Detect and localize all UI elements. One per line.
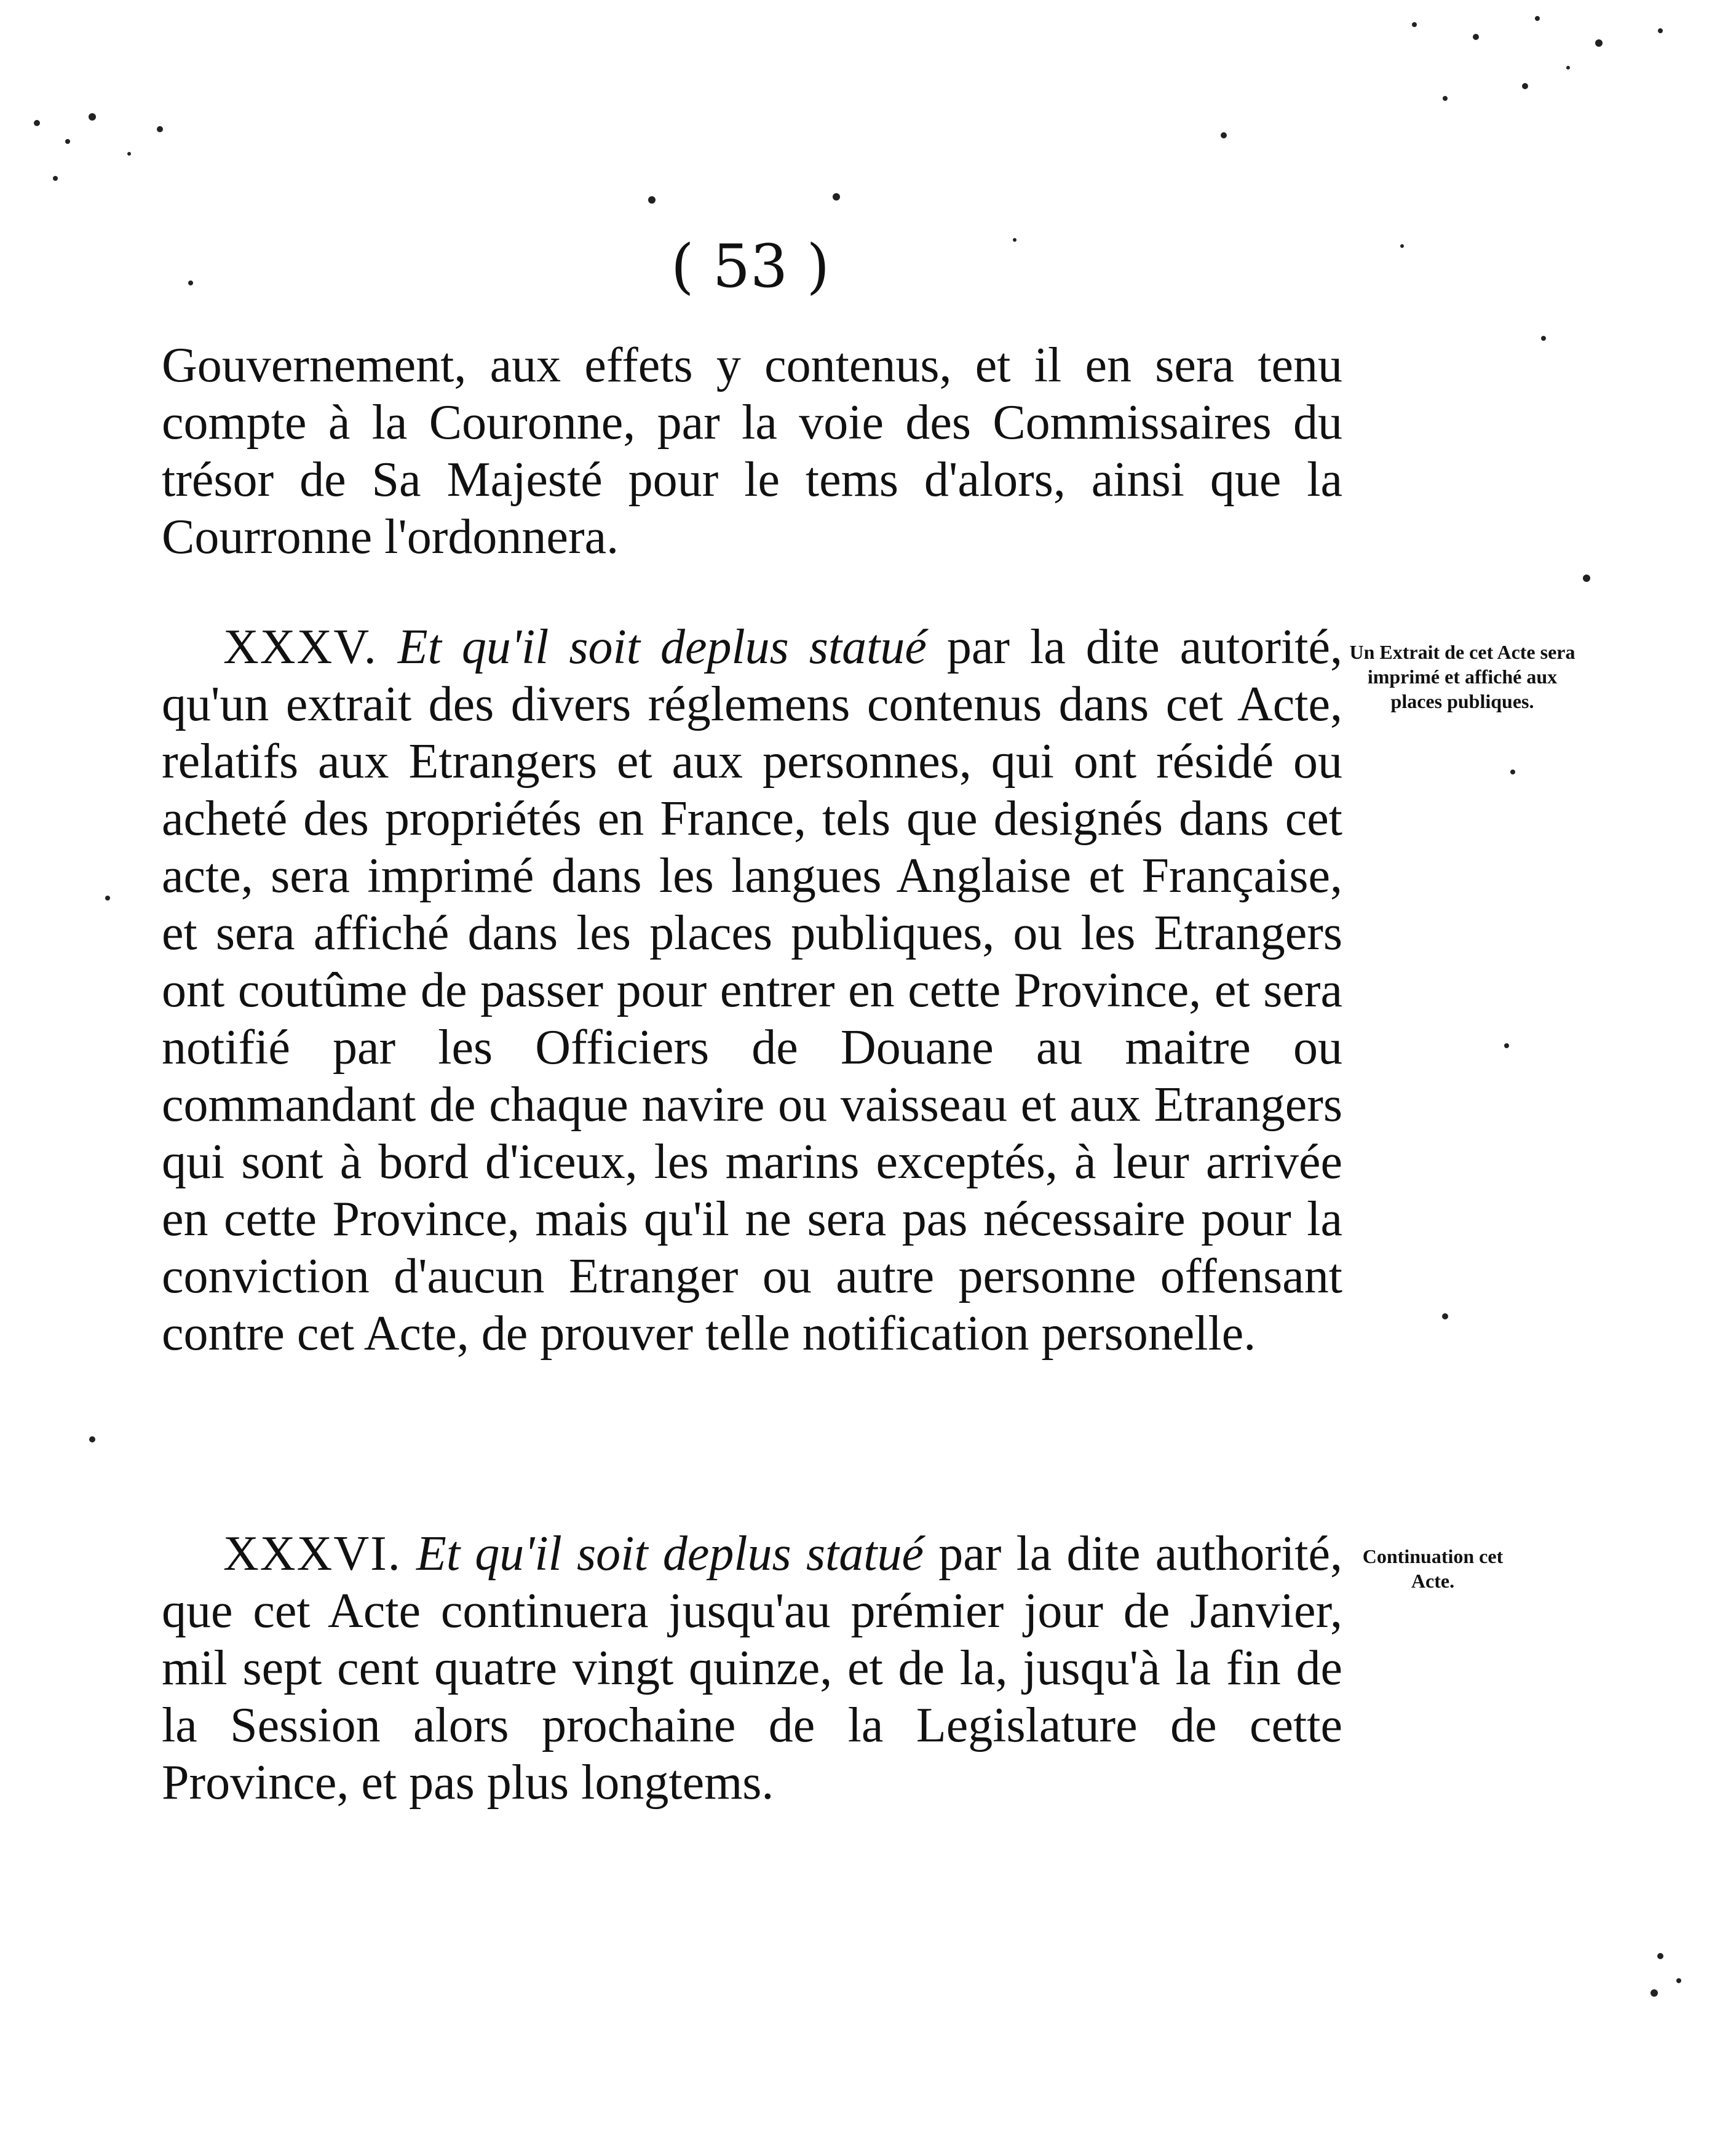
enacting-formula: Et qu'il soit deplus statué <box>416 1527 924 1581</box>
article-text: par la dite autorité, qu'un extrait des divers réglemens contenus dans cet Acte, relatifs aux Etrangers et aux personnes, qui ont résidé ou acheté des propriétés en France, tels que designés dans cet acte, sera imprimé dans les langues Anglaise et Française, et sera affiché dans les places publiques, ou les Etrangers ont coutûme de passer pour entrer en cette Province, et sera notifié par les Officiers de Douane au maitre ou commandant de chaque navire ou vaisseau et aux Etrangers qui sont à bord d'iceux, les marins exceptés, à leur arrivée en cette Province, mais qu'il ne sera pas nécessaire pour la conviction d'aucun Etranger ou autre personne offensant contre cet Acte, de prouver telle notification personelle. <box>162 620 1343 1361</box>
article-36 <box>162 1526 1342 1812</box>
article-35 <box>162 619 1342 1362</box>
continuation-paragraph: Gouvernement, aux effets y contenus, et il en sera tenu compte à la Couronne, par la voie des Commissaires du trésor de Sa Majesté pour le tems d'alors, ainsi que la Courronne l'ordonnera. <box>162 338 1342 564</box>
page-number: ( 53 ) <box>670 232 830 301</box>
margin-note-article-36: Continuation cet Acte. <box>1362 1545 1504 1592</box>
margin-note-article-35: Un Extrait de cet Acte sera imprimé et affiché aux places publiques. <box>1349 641 1575 712</box>
article-text: par la dite authorité, que cet Acte continuera jusqu'au prémier jour de Janvier, mil sept cent quatre vingt quinze, et de la, jusqu'à la fin de la Session alors prochaine de la Legislature de cette Province, et pas plus longtems. <box>162 1527 1343 1810</box>
enacting-formula: Et qu'il soit deplus statué <box>397 620 927 674</box>
article-number: XXXV. <box>223 620 378 674</box>
article-number: XXXVI. <box>223 1527 402 1581</box>
